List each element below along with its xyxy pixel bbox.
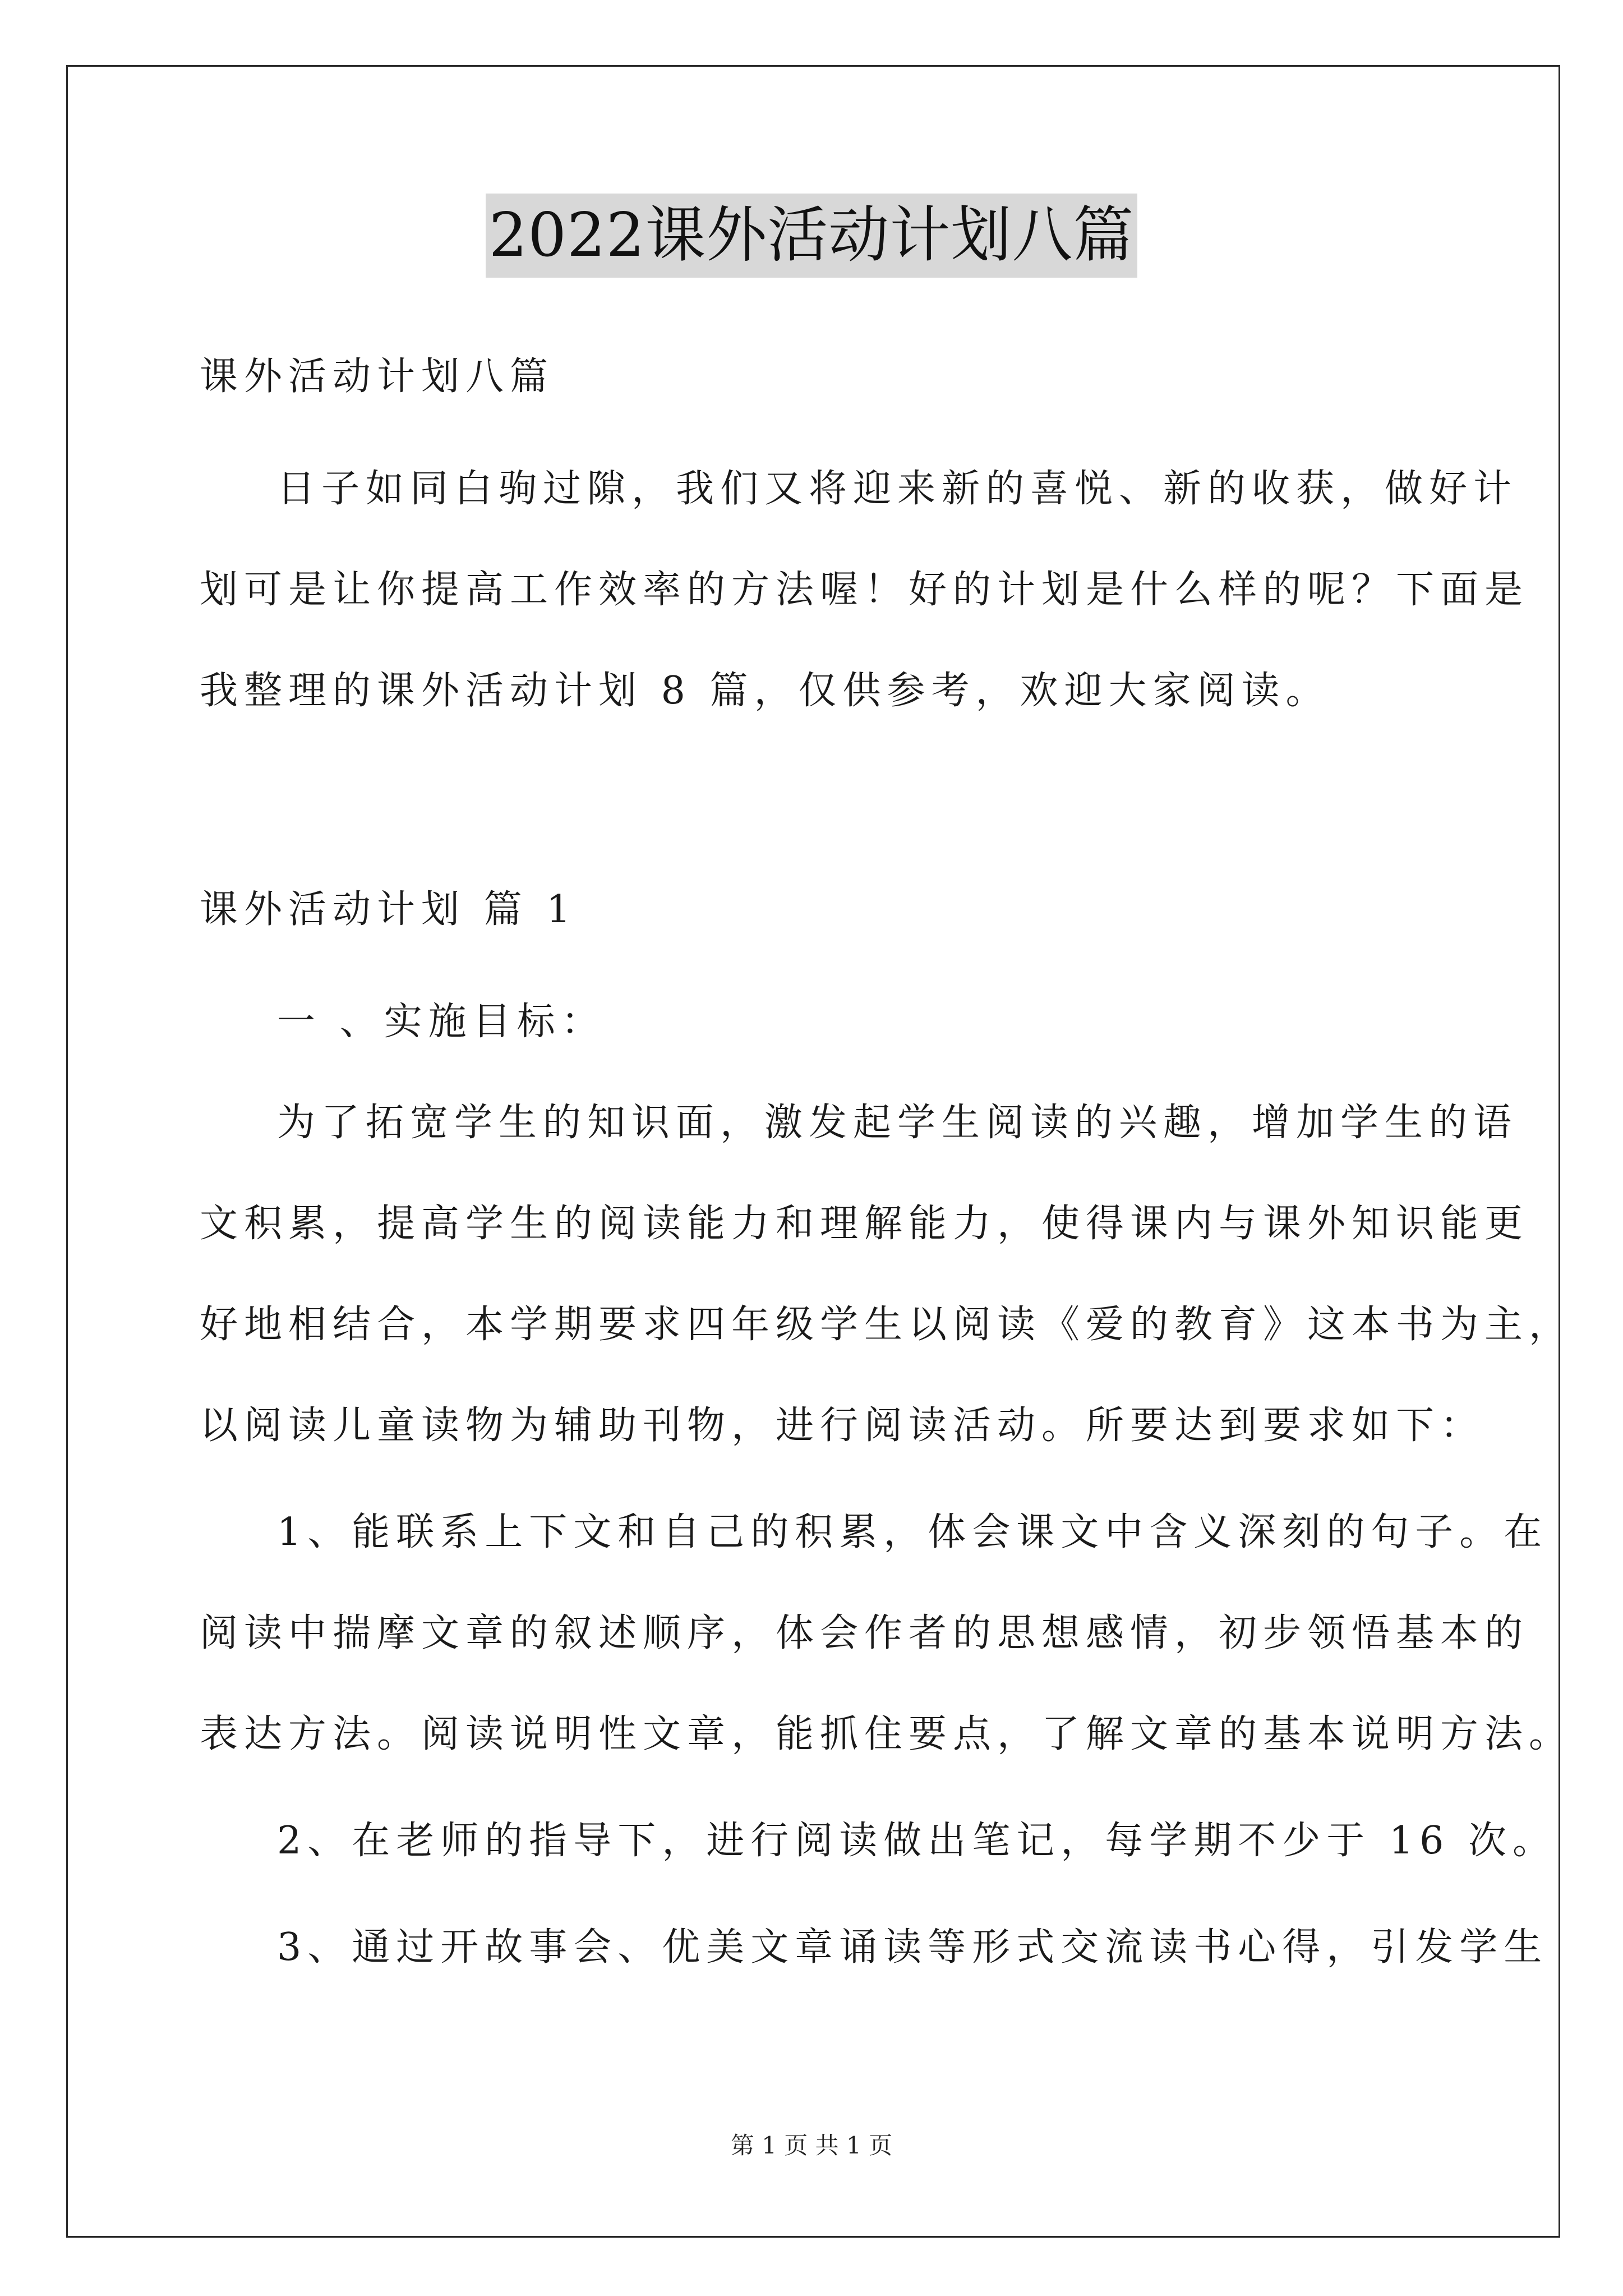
intro-line-2: 划可是让你提高工作效率的方法喔！好的计划是什么样的呢？下面是 [200, 568, 1529, 612]
paragraph-line: 好地相结合，本学期要求四年级学生以阅读《爱的教育》这本书为主， [200, 1303, 1574, 1347]
subtitle-line: 课外活动计划八篇 [200, 355, 555, 399]
intro-line-3: 我整理的课外活动计划 8 篇，仅供参考，欢迎大家阅读。 [200, 669, 1330, 713]
document-title: 2022课外活动计划八篇 [486, 194, 1138, 278]
subheading-goals: 一 、实施目标： [277, 1000, 606, 1044]
paragraph-line: 以阅读儿童读物为辅助刊物，进行阅读活动。所要达到要求如下： [200, 1404, 1485, 1448]
list-item-2: 2、在老师的指导下，进行阅读做出笔记，每学期不少于 16 次。 [277, 1819, 1557, 1863]
paragraph-line: 文积累，提高学生的阅读能力和理解能力，使得课内与课外知识能更 [200, 1202, 1529, 1246]
list-item-1-line: 阅读中揣摩文章的叙述顺序，体会作者的思想感情，初步领悟基本的 [200, 1611, 1529, 1655]
section-heading: 课外活动计划 篇 1 [200, 887, 577, 932]
list-item-1-line: 1、能联系上下文和自己的积累，体会课文中含义深刻的句子。在 [277, 1510, 1548, 1554]
paragraph-line: 为了拓宽学生的知识面，激发起学生阅读的兴趣，增加学生的语 [277, 1101, 1518, 1145]
list-item-3: 3、通过开故事会、优美文章诵读等形式交流读书心得，引发学生 [277, 1925, 1548, 1970]
intro-line-1: 日子如同白驹过隙，我们又将迎来新的喜悦、新的收获，做好计 [277, 467, 1518, 511]
page-footer: 第 1 页 共 1 页 [730, 2132, 893, 2159]
title-container [0, 194, 1623, 278]
list-item-1-line: 表达方法。阅读说明性文章，能抓住要点，了解文章的基本说明方法。 [200, 1712, 1574, 1756]
